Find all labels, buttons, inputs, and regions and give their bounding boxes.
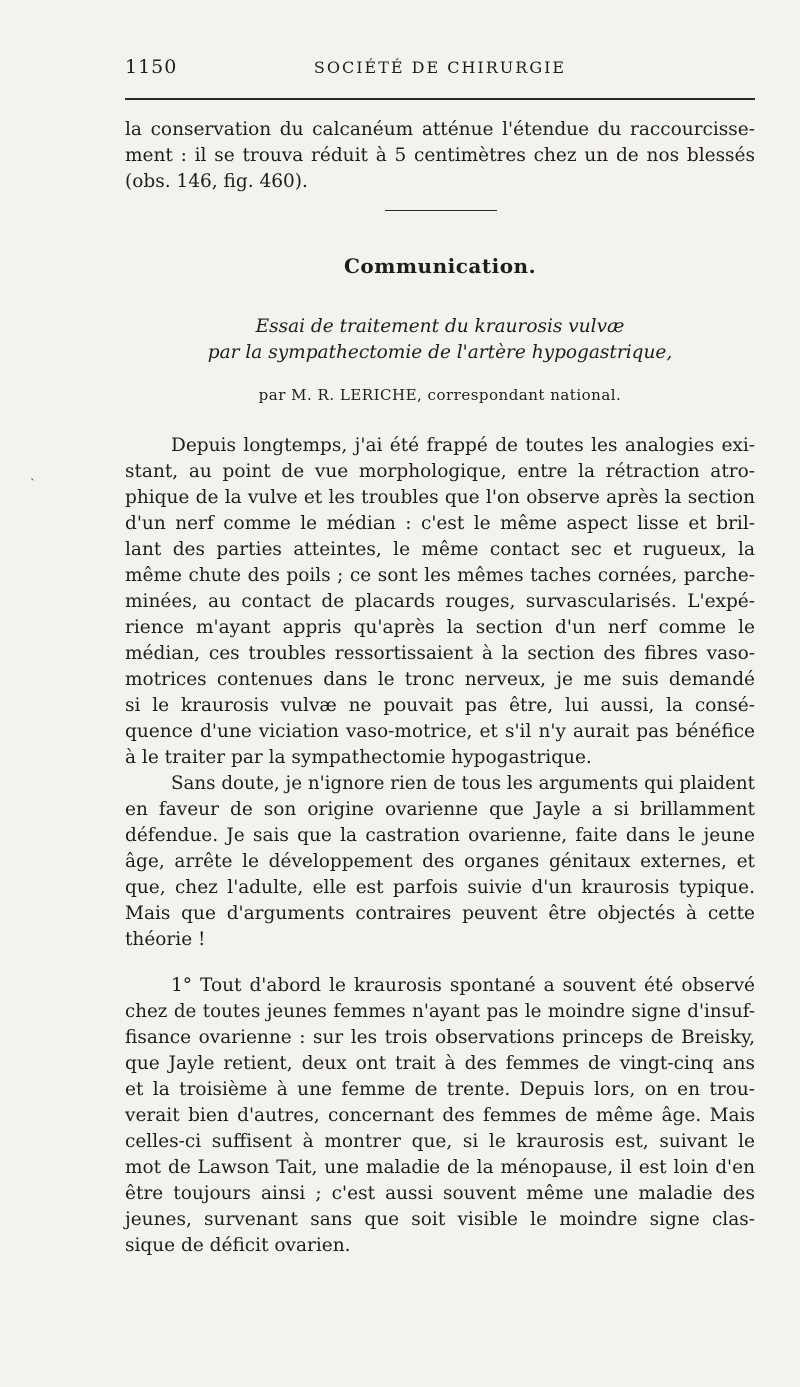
text-line: (obs. 146, fig. 460). [125, 171, 308, 192]
text-line: âge, arrête le développement des organes génitaux externes, et [125, 851, 755, 872]
header-rule [125, 98, 755, 100]
text-line: minées, au contact de placards rouges, survascularisés. L'expé- [125, 591, 755, 612]
text-line: même chute des poils ; ce sont les mêmes taches cornées, parche- [125, 565, 755, 586]
text-line: ment : il se trouva réduit à 5 centimètres chez un de nos blessés [125, 145, 755, 166]
text-line: d'un nerf comme le médian : c'est le même aspect lisse et bril- [125, 513, 755, 534]
text-line: théorie ! [125, 929, 206, 950]
text-line: jeunes, survenant sans que soit visible le moindre signe clas- [125, 1209, 755, 1230]
text-line: à le traiter par la sympathectomie hypogastrique. [125, 747, 592, 768]
text-line: phique de la vulve et les troubles que l'on observe après la section [125, 487, 755, 508]
page-header [125, 56, 755, 86]
text-line: que, chez l'adulte, elle est parfois suivie d'un kraurosis typique. [125, 877, 755, 898]
text-line: et la troisième à une femme de trente. Depuis lors, on en trou- [125, 1079, 755, 1100]
text-line: Sans doute, je n'ignore rien de tous les arguments qui plaident [171, 773, 755, 794]
title-line: Essai de traitement du kraurosis vulvæ [255, 316, 625, 337]
text-line: Mais que d'arguments contraires peuvent être objectés à cette [125, 903, 755, 924]
text-line: si le kraurosis vulvæ ne pouvait pas être, lui aussi, la consé- [125, 695, 755, 716]
text-line: stant, au point de vue morphologique, entre la rétraction atro- [125, 461, 755, 482]
text-line: la conservation du calcanéum atténue l'étendue du raccourcisse- [125, 119, 755, 140]
section-divider [385, 210, 497, 211]
text-line: celles-ci suffisent à montrer que, si le kraurosis est, suivant le [125, 1131, 755, 1152]
text-line: être toujours ainsi ; c'est aussi souvent même une maladie des [125, 1183, 755, 1204]
text-line: mot de Lawson Tait, une maladie de la ménopause, il est loin d'en [125, 1157, 755, 1178]
article-byline: par M. R. LERICHE, correspondant national. [258, 386, 622, 404]
text-line: fisance ovarienne : sur les trois observations princeps de Breisky, [125, 1027, 755, 1048]
paragraph-2 [125, 771, 755, 953]
section-heading: Communication. [343, 254, 537, 278]
text-line: motrices contenues dans le tronc nerveux, je me suis demandé [125, 669, 755, 690]
text-line: rience m'ayant appris qu'après la section d'un nerf comme le [125, 617, 755, 638]
text-line: sique de déficit ovarien. [125, 1235, 351, 1256]
text-line: médian, ces troubles ressortissaient à la section des fibres vaso- [125, 643, 755, 664]
text-line: Depuis longtemps, j'ai été frappé de toutes les analogies exi- [171, 435, 755, 456]
running-head: SOCIÉTÉ DE CHIRURGIE [313, 58, 567, 77]
margin-mark: ˴ [30, 470, 35, 486]
text-line: lant des parties atteintes, le même contact sec et rugueux, la [125, 539, 755, 560]
page-number: 1150 [125, 56, 178, 78]
text-line: verait bien d'autres, concernant des femmes de même âge. Mais [125, 1105, 755, 1126]
paragraph-1 [125, 433, 755, 771]
article-title [125, 314, 755, 366]
intro-paragraph [125, 117, 755, 195]
text-line: défendue. Je sais que la castration ovarienne, faite dans le jeune [125, 825, 755, 846]
text-line: quence d'une viciation vaso-motrice, et s'il n'y aurait pas bénéfice [125, 721, 755, 742]
text-line: en faveur de son origine ovarienne que Jayle a si brillamment [125, 799, 755, 820]
title-line: par la sympathectomie de l'artère hypogastrique, [207, 342, 673, 363]
text-line: que Jayle retient, deux ont trait à des femmes de vingt-cinq ans [125, 1053, 755, 1074]
text-line: chez de toutes jeunes femmes n'ayant pas le moindre signe d'insuf- [125, 1001, 755, 1022]
text-line: 1° Tout d'abord le kraurosis spontané a souvent été observé [171, 975, 755, 996]
paragraph-3 [125, 973, 755, 1259]
